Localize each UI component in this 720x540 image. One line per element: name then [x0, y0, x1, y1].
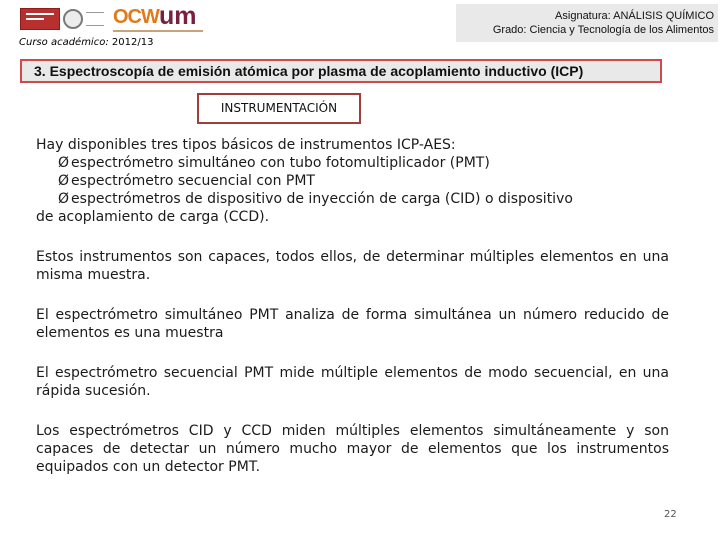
arrow-bullet-icon: Ø — [58, 173, 70, 189]
university-logo — [20, 8, 104, 30]
intro-text: Hay disponibles tres tipos básicos de instrumentos ICP-AES: — [36, 137, 456, 153]
subject-name: Asignatura: ANÁLISIS QUÍMICO — [555, 10, 714, 22]
list-item — [36, 154, 669, 172]
instrument-type-list — [36, 154, 669, 226]
arrow-bullet-icon: Ø — [58, 155, 70, 171]
subject-info-box — [456, 4, 718, 42]
list-item-continuation: de acoplamiento de carga (CCD). — [36, 209, 270, 225]
list-item-highlight: simultáneo — [177, 155, 256, 171]
university-seal-icon — [63, 9, 83, 29]
arrow-bullet-icon: Ø — [58, 191, 70, 207]
academic-year-label: Curso académico: — [19, 37, 109, 48]
academic-year — [19, 37, 153, 48]
um-logo-text: um — [159, 2, 197, 30]
university-logo-text — [86, 12, 104, 26]
ocw-um-logo — [113, 2, 203, 34]
list-item-text: espectrómetro — [71, 173, 178, 189]
paragraph: El espectrómetro secuencial PMT mide múltiple elementos de modo secuencial, en una rápida sucesión. — [36, 365, 669, 399]
ocw-logo-text: OCW — [113, 6, 159, 28]
paragraph: Estos instrumentos son capaces, todos ellos, de determinar múltiples elementos en una misma muestra. — [36, 249, 669, 283]
list-item-highlight: secuencial — [177, 173, 252, 189]
slide-title: 3. Espectroscopía de emisión atómica por plasma de acoplamiento inductivo (ICP) — [20, 59, 662, 83]
list-item-text: con PMT — [251, 173, 315, 189]
list-item — [36, 190, 669, 208]
list-item-text: espectrómetros de dispositivo de inyección de carga (CID) o dispositivo — [71, 191, 573, 207]
paragraph: Los espectrómetros CID y CCD miden múltiples elementos simultáneamente y son capaces de detectar un número mucho mayor de elementos que los instrumentos equipados con un detector PMT. — [36, 423, 669, 475]
list-item — [36, 172, 669, 190]
section-heading: INSTRUMENTACIÓN — [197, 93, 361, 124]
logo-underline — [113, 30, 203, 32]
list-item-text: con tubo fotomultiplicador (PMT) — [255, 155, 490, 171]
university-logo-shield — [20, 8, 60, 30]
academic-year-value: 2012/13 — [111, 37, 154, 48]
paragraph: El espectrómetro simultáneo PMT analiza de forma simultánea un número reducido de elementos es una muestra — [36, 307, 669, 341]
page-number: 22 — [664, 509, 677, 520]
list-item-text: espectrómetro — [71, 155, 178, 171]
intro-block — [36, 136, 669, 226]
degree-name: Grado: Ciencia y Tecnología de los Alimentos — [492, 24, 714, 36]
